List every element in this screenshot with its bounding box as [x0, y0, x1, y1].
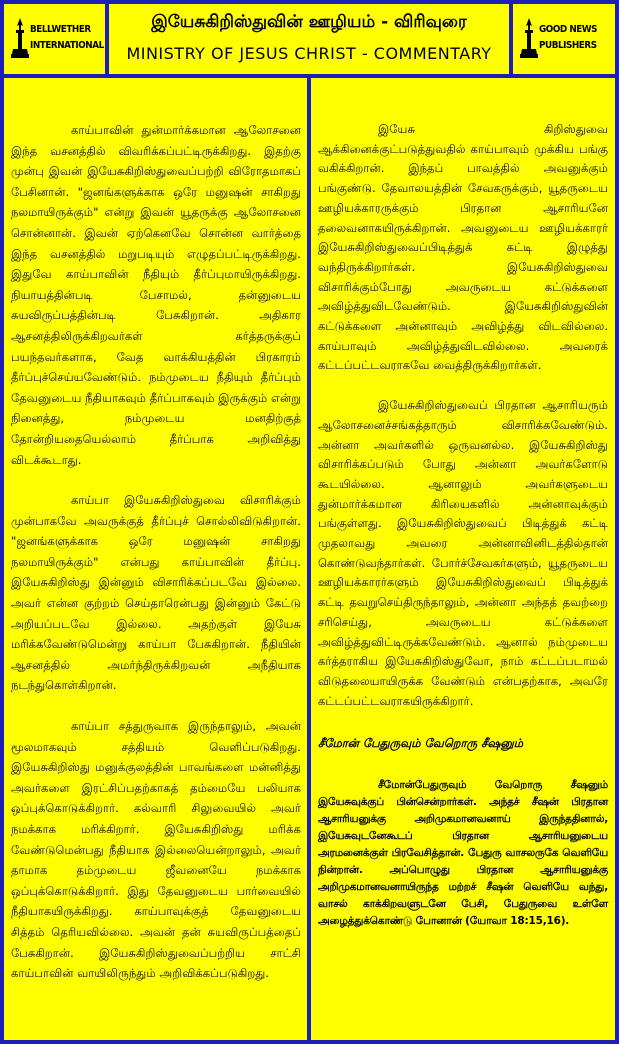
logo-left-line1: BELLWETHER [30, 24, 91, 35]
torch-icon [10, 16, 30, 60]
logo-right-line1: GOOD NEWS [539, 24, 598, 35]
right-column-body [318, 120, 608, 950]
bellwether-logo [4, 4, 105, 74]
right-paragraph-1: இயேசு கிறிஸ்துவை ஆக்கினைக்குட்படுத்துவதில் காய்பாவும் முக்கிய பங்கு வகிக்கிறான். இந்தப் பாவத்தில் அவனுக்கும் பங்குண்டு. தேவாலயத்தின் சேவகருக்கும், யூதருடைய ஊழியக்காரருக்கும் பிரதான ஆசாரியனே தலைவனாகயிருக்கிறான். அவனுடைய ஊழியக்காரர் இயேசுகிறிஸ்துவைப்பிடித்துக் கட்டி இழுத்து வந்திருக்கிறார்கள். இயேசுகிறிஸ்துவை விசாரிக்கும்போது அவருடைய கட்டுக்களை அவிழ்த்துவிடவேண்டும். இயேசுகிறிஸ்துவின் கட்டுக்களை அன்னாவும் அவிழ்த்து விடவில்லை. காய்பாவும் அவிழ்த்துவிடவில்லை. அவரைக் கட்டப்பட்டவராகவே வைத்திருக்கிறார்கள். [318, 122, 608, 373]
good-news-logo [513, 4, 615, 74]
right-paragraph-2: இயேசுகிறிஸ்துவைப் பிரதான ஆசாரியரும் ஆலோசனைச்சங்கத்தாரும் விசாரிக்கவேண்டும். அன்னா அவர்களில் ஒருவனல்ல. இயேசுகிறிஸ்து விசாரிக்கப்படும் போது அன்னா அவர்களோடு கூடயில்லை. ஆனாலும் அவர்களுடைய துன்மார்க்கமான கிரியைகளில் அன்னாவுக்கும் பங்குள்ளது. இயேசுகிறிஸ்துவைப் பிடித்துக் கட்டி முதலாவது அவரை அன்னாவினிடத்தில்தான் கொண்டுவந்தார்கள். போர்ச்சேவகர்களும், யூதருடைய ஊழியக்காரர்களும் இயேசுகிறிஸ்துவைப் பிடித்துக் கட்டி தவறுசெய்திருந்தாலும், அன்னா அந்தத் தவற்றை சரிசெய்து, அவருடைய கட்டுக்களை அவிழ்த்துவிட்டிருக்கவேண்டும். ஆனால் நம்முடைய கர்த்தராகிய இயேசுகிறிஸ்துவோ, நாம் கட்டப்படாமல் விடுதலையாயிருக்க வேண்டும் என்பதற்காக, அவரே கட்டப்பட்டவராகயிருக்கிறார். [318, 398, 608, 708]
scripture-quote: சீமோன்பேதுருவும் வேறொரு சீஷனும் இயேசுவுக்குப் பின்சென்றார்கள். அந்தச் சீஷன் பிரதான ஆசாரியனுக்கு அறிமுகமானவனாய் இருந்ததினால், இயேசுவுடனேகூடப் பிரதான ஆசாரியனுடைய அரமனைக்குள் பிரவேசித்தான். பேதுரு வாசலருகே வெளியே நின்றான். அப்பொழுது பிரதான ஆசாரியனுக்கு அறிமுகமானவனாயிருந்த மற்றச் சீஷன் வெளியே வந்து, வாசல் காக்கிறவளுடனே பேசி, பேதுருவை உள்ளே அழைத்துக்கொண்டு போனான் (யோவா 18:15,16). [318, 779, 608, 928]
left-paragraph-2: காய்பா இயேசுகிறிஸ்துவை விசாரிக்கும் முன்பாகவே அவருக்குத் தீர்ப்புச் சொல்லிவிடுகிறான். "ஜனங்களுக்காக ஒரே மனுஷன் சாகிறது நலமாயிருக்கும்" என்பது காய்பாவின் தீர்ப்பு. இயேசுகிறிஸ்து இன்னும் விசாரிக்கப்படவே இல்லை. அவர் என்ன குற்றம் செய்தாரென்பது இன்னும் கேட்டு அறியப்படவே இல்லை. அதற்குள் இயேசு மரிக்கவேண்டுமென்று காய்பா பேசுகிறான். நீதியின் ஆசனத்தில் அமர்ந்திருக்கிறவன் அநீதியாக நடந்துகொள்கிறான். [11, 493, 301, 693]
logo-wrap-right [519, 16, 611, 64]
section-subheading: சீமோன் பேதுருவும் வேறொரு சீஷனும் [318, 736, 524, 751]
left-column [4, 78, 307, 1040]
torch-icon [519, 16, 539, 60]
left-paragraph-1: காய்பாவின் துன்மார்க்கமான ஆலோசனை இந்த வசனத்தில் விவரிக்கப்பட்டிருக்கிறது. இதற்கு முன்பு இவன் இயேசுகிறிஸ்துவைப்பற்றி விரோதமாகப் பேசினான். "ஜனங்களுக்காக ஒரே மனுஷன் சாகிறது நலமாயிருக்கும்" என்று இவன் யூதருக்கு ஆலோசனை சொன்னான். இவன் ஏற்கெனவே சொன்ன வார்த்தை இந்த வசனத்தில் மறுபடியும் எழுதப்பட்டிருக்கிறது. இதுவே காய்பாவின் நீதியும் தீர்ப்புமாயிருக்கிறது. நியாயத்தின்படி பேசாமல், தன்னுடைய சுயவிருப்பத்தின்படி பேசுகிறான். அதிகார ஆசனத்திலிருக்கிறவர்கள் கர்த்தருக்குப் பயந்தவர்களாக, வேத வாக்கியத்தின் பிரகாரம் தீர்ப்புச்செய்யவேண்டும். நம்முடைய நீதியும் தீர்ப்பும் தேவனுடைய நீதியாகவும் தீர்ப்பாகவும் இருக்கும் என்று நினைத்து, நம்முடைய மனதிற்குத் தோன்றியதையெல்லாம் தீர்ப்பாக அறிவித்து விடக்கூடாது. [11, 123, 301, 467]
right-column [311, 78, 615, 1040]
logo-wrap-left [10, 16, 102, 64]
page-title-english: MINISTRY OF JESUS CHRIST - COMMENTARY [126, 44, 492, 63]
page-title-tamil: இயேசுகிறிஸ்துவின் ஊழியம் - விரிவுரை [151, 12, 467, 32]
logo-right-line2: PUBLISHERS [539, 40, 597, 51]
logo-text-right [539, 22, 597, 54]
logo-left-line2: INTERNATIONAL [30, 40, 104, 51]
left-column-body [11, 120, 301, 1004]
title-box [109, 4, 509, 74]
left-paragraph-3: காய்பா சத்துருவாக இருந்தாலும், அவன் மூலமாகவும் சத்தியம் வெளிப்படுகிறது. இயேசுகிறிஸ்து மனுக்குலத்தின் பாவங்களை மன்னித்து அவர்களை இரட்சிப்பதற்காகத் தம்மையே பலியாக ஒப்புக்கொடுக்கிறார். கல்வாரி சிலுவையில் அவர் நமக்காக மரிக்கிறார். இயேசுகிறிஸ்து மரிக்க வேண்டுமென்பது நீதியாக இல்லையென்றாலும், அவர் தாமாக தம்முடைய ஜீவனையே நமக்காக ஒப்புக்கொடுக்கிறார். இது தேவனுடைய பார்வையில் நீதியாகயிருக்கிறது. காய்பாவுக்குத் தேவனுடைய சித்தம் தெரியவில்லை. அவன் தன் சுயவிருப்பத்தைப் பேசுகிறான். இயேசுகிறிஸ்துவைப்பற்றிய சாட்சி காய்பாவின் வாயிலிருந்தும் அறிவிக்கப்படுகிறது. [11, 719, 301, 981]
logo-text-left [30, 22, 104, 54]
